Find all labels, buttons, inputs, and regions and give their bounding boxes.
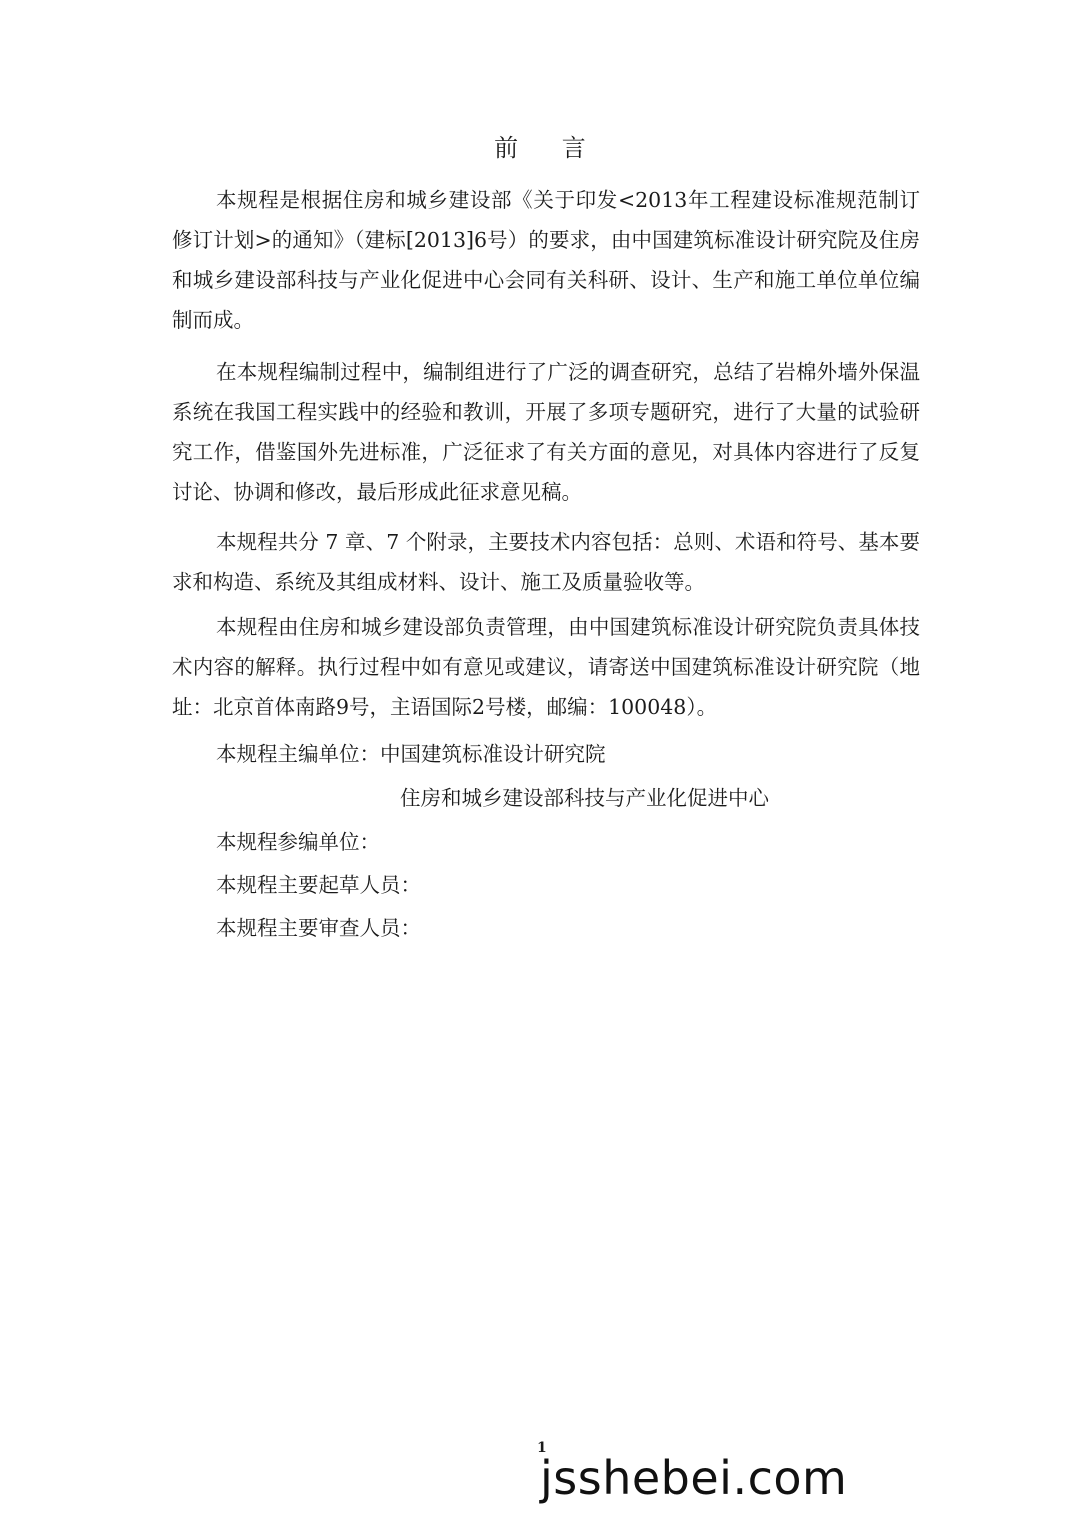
main-reviewers-label: 本规程主要审查人员： [216, 916, 421, 940]
chief-editor-line: 本规程主编单位：中国建筑标准设计研究院 [216, 742, 606, 766]
page-title: 前 言 [494, 134, 604, 162]
chief-editor-unit-2: 住房和城乡建设部科技与产业化促进中心 [400, 786, 769, 810]
preface-paragraph-4: 本规程由住房和城乡建设部负责管理，由中国建筑标准设计研究院负责具体技术内容的解释。执行过程中如有意见或建议，请寄送中国建筑标准设计研究院（地址：北京首体南路9号，主语国际2号楼，邮编：100048）。 [172, 615, 920, 719]
preface-paragraph-3: 本规程共分 7 章、7 个附录，主要技术内容包括：总则、术语和符号、基本要求和构造、系统及其组成材料、设计、施工及质量验收等。 [172, 530, 920, 594]
preface-paragraph-1: 本规程是根据住房和城乡建设部《关于印发<2013年工程建设标准规范制订修订计划>的通知》（建标[2013]6号）的要求，由中国建筑标准设计研究院及住房和城乡建设部科技与产业化促进中心会同有关科研、设计、生产和施工单位单位编制而成。 [172, 188, 920, 332]
watermark-text: jsshebei.com [540, 1451, 848, 1505]
page-number: 1 [537, 1440, 547, 1456]
preface-paragraph-2: 在本规程编制过程中，编制组进行了广泛的调查研究，总结了岩棉外墙外保温系统在我国工程实践中的经验和教训，开展了多项专题研究，进行了大量的试验研究工作，借鉴国外先进标准，广泛征求了有关方面的意见，对具体内容进行了反复讨论、协调和修改，最后形成此征求意见稿。 [172, 360, 920, 504]
main-drafters-label: 本规程主要起草人员： [216, 873, 421, 897]
participating-units-label: 本规程参编单位： [216, 830, 380, 854]
